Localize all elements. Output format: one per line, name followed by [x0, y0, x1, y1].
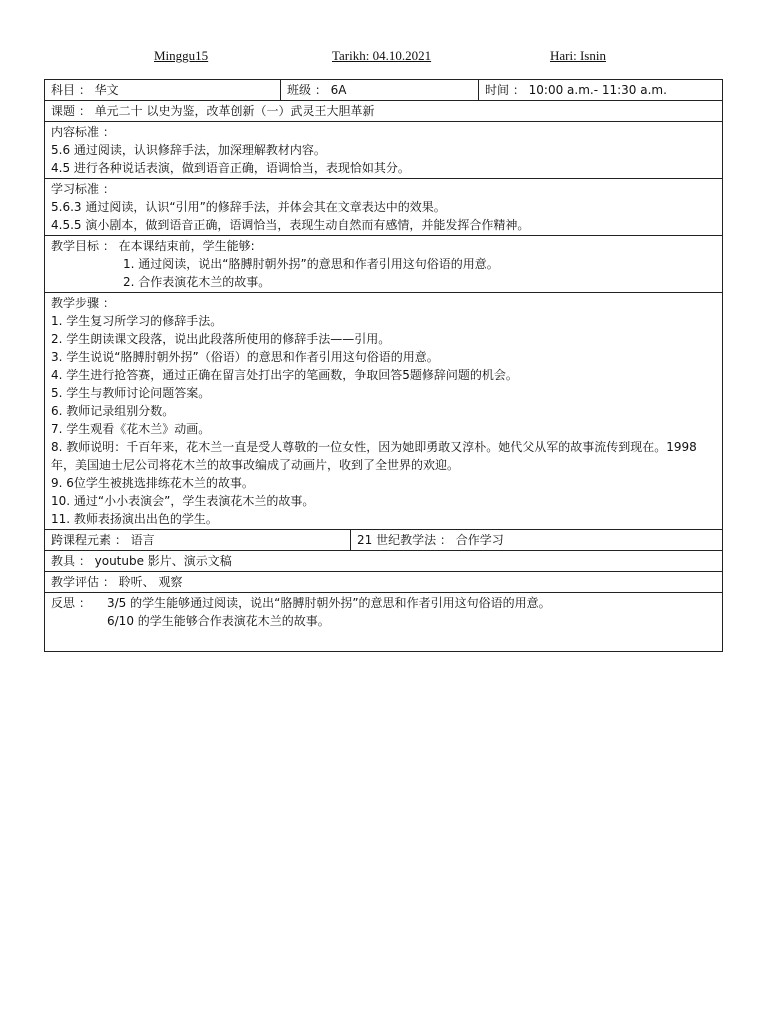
elements-row [45, 530, 723, 551]
reflection-cell [45, 593, 723, 652]
step-item: 7. 学生观看《花木兰》动画。 [51, 422, 211, 436]
learning-standard-cell [45, 179, 723, 236]
step-item: 2. 学生朗读课文段落，说出此段落所使用的修辞手法——引用。 [51, 332, 391, 346]
subject-cell: 科目 ： 华文 [45, 80, 281, 101]
pedagogy-cell: 21 世纪教学法 ： 合作学习 [351, 530, 723, 551]
topic-cell: 课题 ： 单元二十 以史为鉴，改革创新（一）武灵王大胆革新 [45, 101, 723, 122]
week-label: Minggu15 [154, 48, 209, 63]
reflection-item: 6/10 的学生能够合作表演花木兰的故事。 [107, 614, 330, 628]
step-item: 11. 教师表扬演出出色的学生。 [51, 512, 218, 526]
content-standard-item: 5.6 通过阅读，认识修辞手法，加深理解教材内容。 [51, 143, 326, 157]
reflection-row [45, 593, 723, 652]
class-cell: 班级 ： 6A [281, 80, 479, 101]
step-item: 6. 教师记录组别分数。 [51, 404, 175, 418]
reflection-spacer [107, 630, 716, 650]
step-item: 4. 学生进行抢答赛，通过正确在留言处打出字的笔画数，争取回答5题修辞问题的机会。 [51, 368, 518, 382]
objectives-row [45, 236, 723, 293]
info-row [45, 80, 723, 101]
learning-standard-title: 学习标准 ： [51, 182, 115, 196]
teaching-aids-cell: 教具 ： youtube 影片、演示文稿 [45, 551, 723, 572]
step-item: 10. 通过“小小表演会”，学生表演花木兰的故事。 [51, 494, 315, 508]
learning-standard-item: 4.5.5 演小剧本，做到语音正确，语调恰当，表现生动自然而有感情，并能发挥合作精神。 [51, 218, 530, 232]
teaching-aids-row [45, 551, 723, 572]
step-item: 5. 学生与教师讨论问题答案。 [51, 386, 211, 400]
assessment-row [45, 572, 723, 593]
learning-standard-row [45, 179, 723, 236]
step-item: 8. 教师说明：千百年来，花木兰一直是受人尊敬的一位女性，因为她即勇敢又淳朴。她代父从军的故事流传到现在。1998 年，美国迪士尼公司将花木兰的故事改编成了动画片，收到了全世界的欢迎。 [51, 440, 697, 472]
learning-standard-item: 5.6.3 通过阅读，认识“引用”的修辞手法，并体会其在文章表达中的效果。 [51, 200, 446, 214]
time-cell: 时间 ： 10:00 a.m.- 11:30 a.m. [479, 80, 723, 101]
content-standard-cell [45, 122, 723, 179]
page-header [44, 48, 722, 68]
objective-item: 1. 通过阅读，说出“胳膊肘朝外拐”的意思和作者引用这句俗语的用意。 [123, 257, 499, 271]
content-standard-item: 4.5 进行各种说话表演，做到语音正确，语调恰当，表现恰如其分。 [51, 161, 410, 175]
step-item: 9. 6位学生被挑选排练花木兰的故事。 [51, 476, 254, 490]
steps-title: 教学步骤 ： [51, 296, 115, 310]
content-standard-title: 内容标准 ： [51, 125, 115, 139]
reflection-label: 反思 ： [51, 596, 91, 610]
steps-row [45, 293, 723, 530]
day-label: Hari: Isnin [550, 48, 606, 63]
step-item: 3. 学生说说“胳膊肘朝外拐”（俗语）的意思和作者引用这句俗语的用意。 [51, 350, 439, 364]
objectives-cell [45, 236, 723, 293]
objectives-title: 教学目标 ： 在本课结束前，学生能够: [51, 239, 255, 253]
step-item: 1. 学生复习所学习的修辞手法。 [51, 314, 223, 328]
steps-cell [45, 293, 723, 530]
lesson-plan-table [44, 79, 723, 652]
content-standard-row [45, 122, 723, 179]
cross-curricular-cell: 跨课程元素 ： 语言 [45, 530, 351, 551]
topic-row [45, 101, 723, 122]
date-label: Tarikh: 04.10.2021 [332, 48, 432, 63]
reflection-body [51, 594, 716, 650]
objective-item: 2. 合作表演花木兰的故事。 [123, 275, 271, 289]
assessment-cell: 教学评估 ： 聆听、 观察 [45, 572, 723, 593]
reflection-item: 3/5 的学生能够通过阅读，说出“胳膊肘朝外拐”的意思和作者引用这句俗语的用意。 [107, 596, 551, 610]
